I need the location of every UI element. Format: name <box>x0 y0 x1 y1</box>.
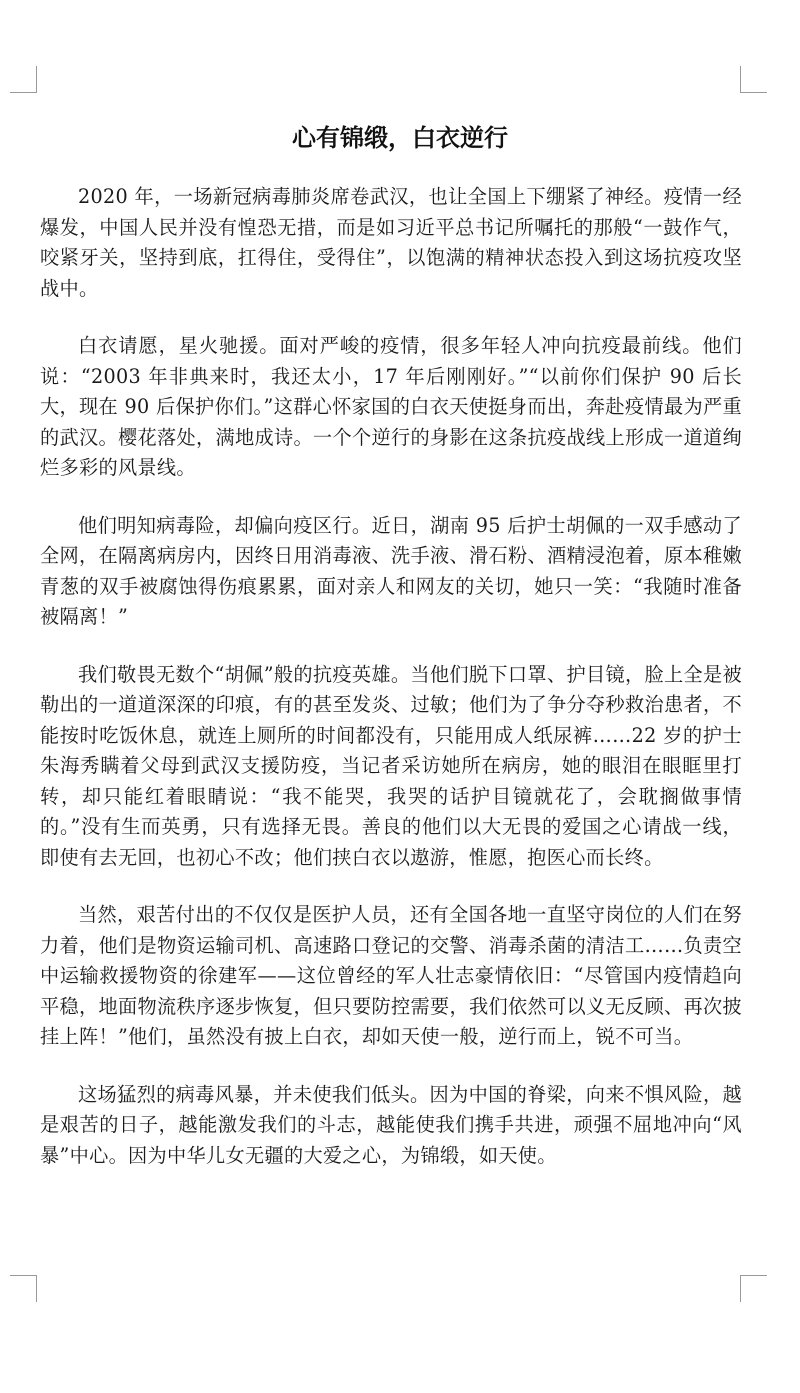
paragraph: 这场猛烈的病毒风暴，并未使我们低头。因为中国的脊梁，向来不惧风险，越是艰苦的日子，越能激发我们的斗志，越能使我们携手共进，顽强不屈地冲向“风暴”中心。因为中华儿女无疆的大爱之心，为锦缎，如天使。 <box>40 1082 742 1167</box>
paragraph: 2020 年，一场新冠病毒肺炎席卷武汉，也让全国上下绷紧了神经。疫情一经爆发，中国人民并没有惶恐无措，而是如习近平总书记所嘱托的那般“一鼓作气，咬紧牙关，坚持到底，扛得住，受得住”，以饱满的精神状态投入到这场抗疫攻坚战中。 <box>40 185 742 300</box>
paragraph: 他们明知病毒险，却偏向疫区行。近日，湖南 95 后护士胡佩的一双手感动了全网，在隔离病房内，因终日用消毒液、洗手液、滑石粉、酒精浸泡着，原本稚嫩青葱的双手被腐蚀得伤痕累累，面对亲人和网友的关切，她只一笑：“我随时准备被隔离！” <box>40 513 742 628</box>
crop-mark-bottom-left <box>10 1275 37 1302</box>
document-body <box>40 182 742 1198</box>
paragraph: 当然，艰苦付出的不仅仅是医护人员，还有全国各地一直坚守岗位的人们在努力着，他们是物资运输司机、高速路口登记的交警、消毒杀菌的清洁工……负责空中运输救援物资的徐建军——这位曾经的军人壮志豪情依旧：“尽管国内疫情趋向平稳，地面物流秩序逐步恢复，但只要防控需要，我们依然可以义无反顾、再次披挂上阵！”他们，虽然没有披上白衣，却如天使一般，逆行而上，锐不可当。 <box>40 903 742 1048</box>
paragraph: 我们敬畏无数个“胡佩”般的抗疫英雄。当他们脱下口罩、护目镜，脸上全是被勒出的一道道深深的印痕，有的甚至发炎、过敏；他们为了争分夺秒救治患者，不能按时吃饭休息，就连上厕所的时间都没有，只能用成人纸尿裤……22 岁的护士朱海秀瞒着父母到武汉支援防疫，当记者采访她所在病房，她的眼泪在眼眶里打转，却只能红着眼睛说：“我不能哭，我哭的话护目镜就花了，会耽搁做事情的。”没有生而英勇，只有选择无畏。善良的他们以大无畏的爱国之心请战一线，即使有去无回，也初心不改；他们挟白衣以遨游，惟愿，抱医心而长终。 <box>40 662 742 869</box>
crop-mark-top-right <box>740 66 767 93</box>
crop-mark-bottom-right <box>740 1275 767 1302</box>
crop-mark-top-left <box>10 66 37 93</box>
document-title: 心有锦缎，白衣逆行 <box>292 124 508 152</box>
paragraph: 白衣请愿，星火驰援。面对严峻的疫情，很多年轻人冲向抗疫最前线。他们说：“2003 年非典来时，我还太小，17 年后刚刚好。”“以前你们保护 90 后长大，现在 90 后保护你们。”这群心怀家国的白衣天使挺身而出，奔赴疫情最为严重的武汉。樱花落处，满地成诗。一个个逆行的身影在这条抗疫战线上形成一道道绚烂多彩的风景线。 <box>40 334 742 479</box>
